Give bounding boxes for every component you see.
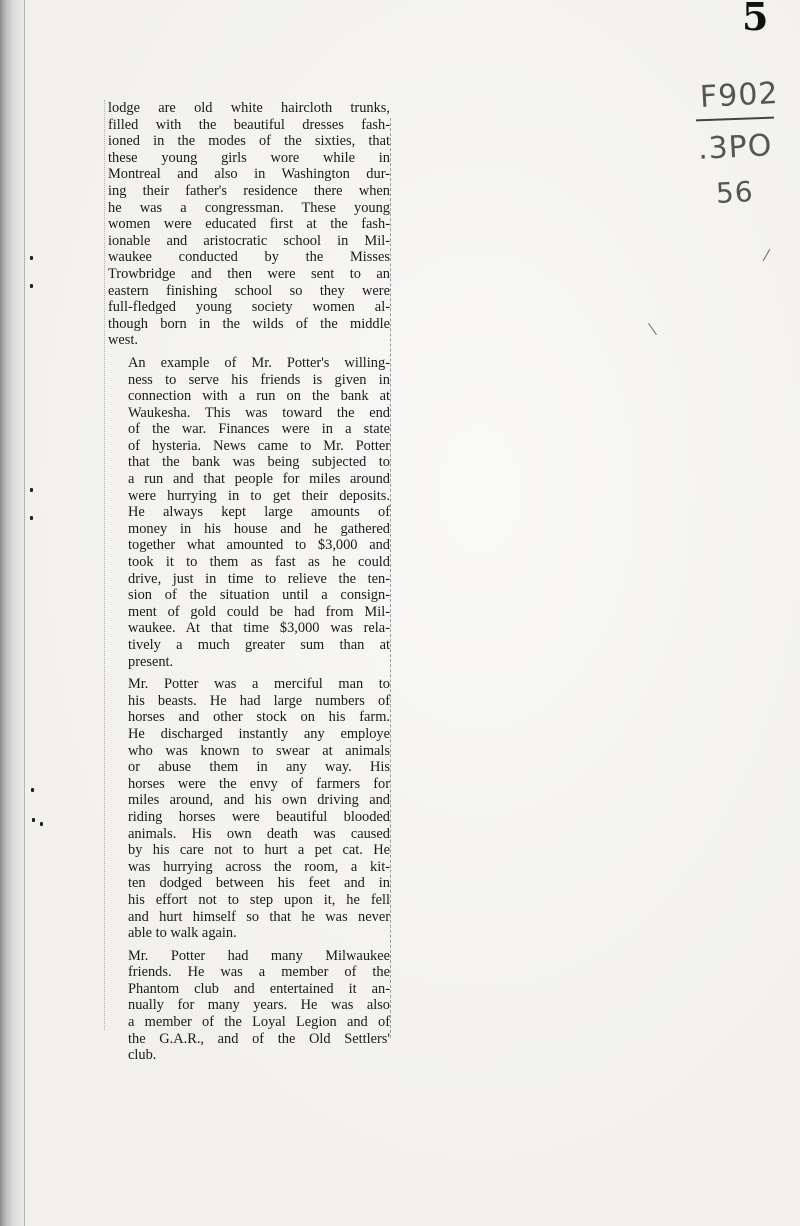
article-line: Mr. Potter was a merciful man to <box>128 676 390 693</box>
article-line: women were educated first at the fash- <box>108 216 390 233</box>
article-line: together what amounted to $3,000 and <box>128 537 390 554</box>
article-line: sion of the situation until a consign- <box>128 587 390 604</box>
article-line: money in his house and he gathered <box>128 520 390 537</box>
handwritten-cutter-number: .3PO <box>697 128 774 167</box>
column-right-border <box>390 118 392 1038</box>
article-line: riding horses were beautiful blooded <box>128 808 390 825</box>
article-line: Mr. Potter had many Milwaukee <box>128 947 390 964</box>
scan-speck <box>30 284 33 288</box>
article-line: nually for many years. He was also <box>128 997 390 1014</box>
article-line: tively a much greater sum than at <box>128 637 390 653</box>
article-line: the G.A.R., and of the Old Settlers' <box>128 1030 390 1047</box>
article-line: who was known to swear at animals <box>128 742 390 759</box>
article-paragraph <box>108 355 390 670</box>
article-line: able to walk again. <box>128 925 237 942</box>
article-line: He discharged instantly any employe <box>128 725 390 742</box>
handwritten-item-number: 56 <box>715 175 755 210</box>
handwritten-call-number: F902 <box>699 75 780 116</box>
scan-speck <box>40 822 43 826</box>
article-line: of the war. Finances were in a state <box>128 421 390 438</box>
article-line: took it to them as fast as he could <box>128 554 390 571</box>
article-line: of hysteria. News came to Mr. Potter <box>128 437 390 454</box>
article-line: miles around, and his own driving and <box>128 792 390 809</box>
article-line: ioned in the modes of the sixties, that <box>108 133 390 150</box>
article-line: ing their father's residence there when <box>108 182 390 199</box>
article-line: He always kept large amounts of <box>128 504 390 521</box>
article-line: Waukesha. This was toward the end <box>128 404 390 421</box>
article-line: connection with a run on the bank at <box>128 388 390 405</box>
article-line: ness to serve his friends is given in <box>128 371 390 388</box>
article-line: waukee conducted by the Misses <box>108 249 390 266</box>
article-line: a member of the Loyal Legion and of <box>128 1014 390 1031</box>
scan-speck <box>32 818 35 822</box>
article-line: ment of gold could be had from Mil- <box>128 603 390 620</box>
article-line: ten dodged between his feet and in <box>128 875 390 892</box>
article-line: his beasts. He had large numbers of <box>128 692 390 709</box>
article-line: Phantom club and entertained it an- <box>128 980 390 997</box>
column-left-border <box>104 100 106 1030</box>
article-line: club. <box>128 1047 157 1064</box>
scan-speck <box>30 256 33 260</box>
article-line: full-fledged young society women al- <box>108 299 390 316</box>
article-paragraph <box>108 676 390 942</box>
scan-left-shadow <box>0 0 26 1226</box>
article-column <box>108 100 390 1064</box>
article-line: were hurrying in to get their deposits. <box>128 487 390 504</box>
article-line: waukee. At that time $3,000 was rela- <box>128 620 390 637</box>
article-paragraph <box>108 948 390 1064</box>
article-line: Montreal and also in Washington dur- <box>108 166 390 183</box>
article-line: or abuse them in any way. His <box>128 759 390 776</box>
article-line: though born in the wilds of the middle <box>108 315 390 332</box>
scan-stroke <box>763 249 771 262</box>
article-line: drive, just in time to relieve the ten- <box>128 570 390 587</box>
article-line: An example of Mr. Potter's willing- <box>128 354 390 371</box>
scan-stroke <box>648 323 657 335</box>
article-line: eastern finishing school so they were <box>108 282 390 299</box>
scan-speck <box>30 516 33 520</box>
scan-speck <box>31 788 34 792</box>
article-line: that the bank was being subjected to <box>128 454 390 471</box>
article-line: was hurrying across the room, a kit- <box>128 858 390 875</box>
article-paragraph <box>108 100 390 349</box>
article-line: lodge are old white haircloth trunks, <box>108 100 390 116</box>
article-line: friends. He was a member of the <box>128 964 390 981</box>
article-line: ionable and aristocratic school in Mil- <box>108 232 390 249</box>
article-line: present. <box>128 653 174 670</box>
article-line: horses and other stock on his farm. <box>128 709 390 726</box>
handwritten-underline <box>696 117 774 122</box>
article-line: and hurt himself so that he was never <box>128 908 390 925</box>
article-line: horses were the envy of farmers for <box>128 775 390 792</box>
article-line: he was a congressman. These young <box>108 199 390 216</box>
article-line: by his care not to hurt a pet cat. He <box>128 842 390 859</box>
article-line: animals. His own death was caused <box>128 825 390 842</box>
page-number: 5 <box>742 0 769 39</box>
article-line: Trowbridge and then were sent to an <box>108 265 390 282</box>
scan-speck <box>30 488 33 492</box>
article-line: a run and that people for miles around <box>128 471 390 488</box>
article-line: filled with the beautiful dresses fash- <box>108 116 390 133</box>
article-line: these young girls wore while in <box>108 149 390 166</box>
article-line: his effort not to step upon it, he fell <box>128 891 390 908</box>
scan-left-rule <box>24 0 25 1226</box>
article-line: west. <box>108 332 138 349</box>
